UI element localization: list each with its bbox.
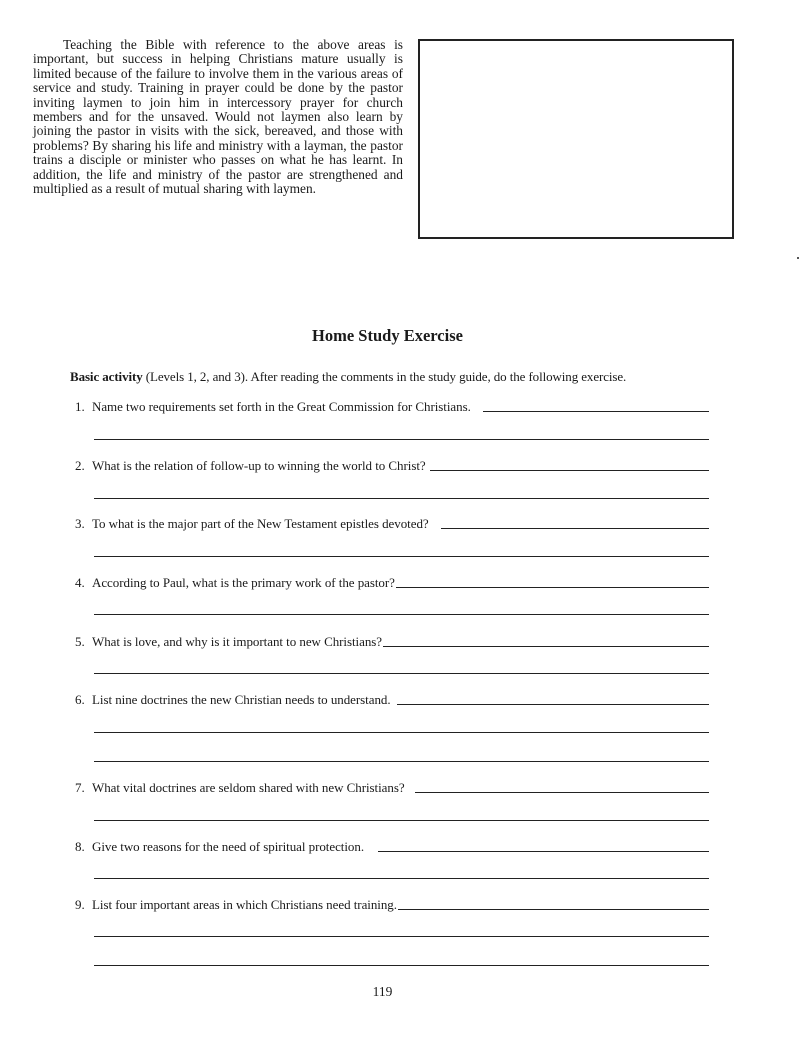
question-7 [75,780,709,796]
question-9 [75,897,709,913]
instructions-lead: Basic activity [70,369,143,384]
question-6 [75,692,709,708]
question-text: What is love, and why is it important to new Christians? [92,634,383,649]
question-text: Give two reasons for the need of spiritual protection. [92,839,365,854]
question-number: 8. [75,839,85,854]
question-1 [75,399,709,415]
question-8 [75,839,709,855]
question-text: What is the relation of follow-up to winning the world to Christ? [92,458,426,473]
question-text: Name two requirements set forth in the Great Commission for Christians. [92,399,471,414]
answer-line[interactable] [94,878,709,879]
page-number: 119 [372,984,393,999]
question-5 [75,634,709,650]
answer-line[interactable] [94,732,709,733]
question-text: What vital doctrines are seldom shared with new Christians? [92,780,405,795]
answer-blank[interactable] [383,645,709,647]
question-text: To what is the major part of the New Testament epistles devoted? [92,516,429,531]
exercise-instructions [70,369,730,385]
answer-blank[interactable] [430,469,709,471]
answer-blank[interactable] [415,791,709,793]
question-number: 4. [75,575,85,590]
question-number: 3. [75,516,85,531]
answer-line[interactable] [94,965,709,966]
question-number: 6. [75,692,85,707]
question-number: 9. [75,897,85,912]
answer-line[interactable] [94,556,709,557]
answer-line[interactable] [94,498,709,499]
answer-line[interactable] [94,761,709,762]
answer-blank[interactable] [396,586,709,588]
question-number: 7. [75,780,85,795]
answer-blank[interactable] [398,908,709,910]
answer-line[interactable] [94,673,709,674]
blank-figure-box [418,39,734,239]
answer-line[interactable] [94,439,709,440]
question-number: 5. [75,634,85,649]
question-4 [75,575,709,591]
exercise-title: Home Study Exercise [312,326,463,345]
question-2 [75,458,709,474]
question-text: List four important areas in which Christians need training. [92,897,397,912]
intro-paragraph: Teaching the Bible with reference to the above areas is important, but success in helping Christians mature usually is limited because of the failure to involve them in the various areas of service and study. Training in prayer could be done by the pastor inviting laymen to join him in intercessory prayer for church members and for the unsaved. Would not laymen also learn by joining the pastor in visits with the sick, bereaved, and those with problems? By sharing his life and ministry with a layman, the pastor trains a disciple or minister who passes on what he has learnt. In addition, the life and ministry of the pastor are strengthened and multiplied as a result of mutual sharing with laymen. [33,37,403,197]
question-3 [75,516,709,532]
answer-line[interactable] [94,820,709,821]
answer-line[interactable] [94,614,709,615]
question-text: List nine doctrines the new Christian needs to understand. [92,692,391,707]
answer-blank[interactable] [441,527,709,529]
question-number: 1. [75,399,85,414]
question-text: According to Paul, what is the primary work of the pastor? [92,575,395,590]
instructions-text: (Levels 1, 2, and 3). After reading the comments in the study guide, do the following exercise. [142,369,627,384]
answer-blank[interactable] [397,703,709,705]
question-number: 2. [75,458,85,473]
answer-blank[interactable] [483,410,709,412]
answer-line[interactable] [94,936,709,937]
answer-blank[interactable] [378,850,709,852]
